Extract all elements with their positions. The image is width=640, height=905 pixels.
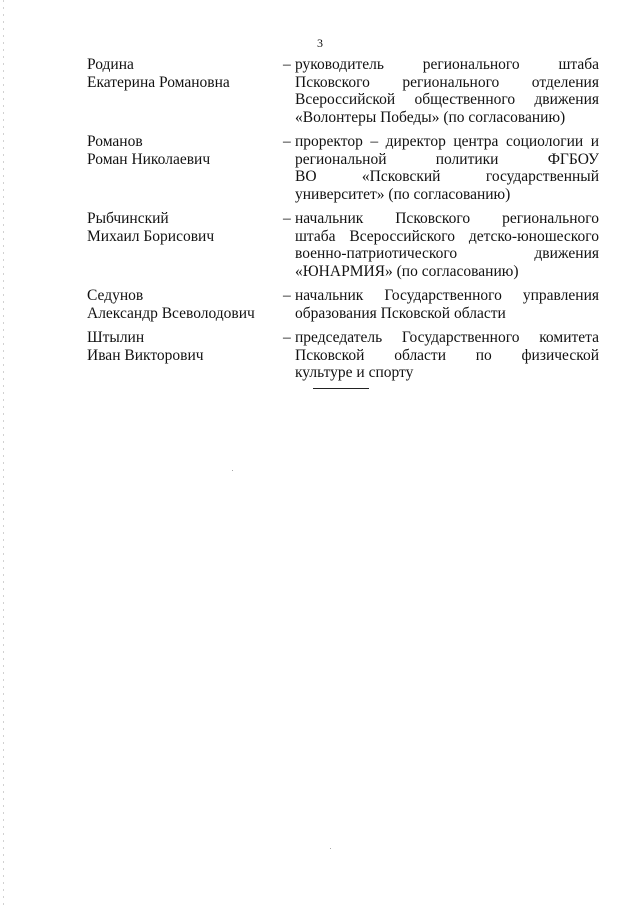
member-role (295, 329, 599, 382)
role-line: региональной политики ФГБОУ (295, 150, 599, 168)
dash-separator: – (283, 133, 291, 150)
member-role (295, 133, 599, 203)
role-line: штаба Всероссийского детско-юношеского (295, 227, 599, 245)
member-role (295, 287, 599, 322)
scan-edge-marks (3, 0, 4, 905)
role-line: военно-патриотического движения (295, 245, 599, 262)
member-name (87, 133, 283, 203)
role-line: Псковского регионального отделения (295, 73, 599, 91)
member-entry (87, 56, 599, 126)
dash-separator: – (283, 210, 291, 227)
role-line: «ЮНАРМИЯ» (по согласованию) (295, 262, 519, 280)
member-surname: Рыбчинский (87, 210, 169, 227)
role-line: начальник Государственного управления (295, 287, 599, 304)
role-line: Всероссийской общественного движения (295, 91, 599, 108)
role-line: культуре и спорту (295, 364, 414, 381)
member-role (295, 56, 599, 126)
member-entry (87, 133, 599, 203)
member-given-names: Михаил Борисович (87, 227, 215, 245)
member-entry (87, 210, 599, 280)
member-given-names: Екатерина Романовна (87, 73, 230, 91)
role-line: «Волонтеры Победы» (по согласованию) (295, 108, 566, 126)
member-surname: Родина (87, 56, 134, 73)
member-surname: Романов (87, 133, 143, 150)
member-list (87, 56, 599, 389)
dash-separator: – (283, 287, 291, 304)
member-name (87, 329, 283, 382)
member-given-names: Иван Викторович (87, 346, 204, 364)
role-line: образования Псковской области (295, 304, 506, 322)
member-given-names: Александр Всеволодович (87, 304, 255, 322)
member-role (295, 210, 599, 280)
member-given-names: Роман Николаевич (87, 150, 211, 168)
page-number: 3 (317, 36, 323, 50)
role-line: начальник Псковского регионального (295, 210, 599, 227)
role-line: руководитель регионального штаба (295, 56, 599, 73)
member-entry (87, 287, 599, 322)
member-entry (87, 329, 599, 382)
role-line: университет» (по согласованию) (295, 185, 511, 203)
dash-separator: – (283, 329, 291, 346)
scan-speck (330, 848, 331, 849)
role-line: проректор – директор центра социологии и (295, 133, 599, 150)
role-line: председатель Государственного комитета (295, 329, 599, 346)
dash-separator: – (283, 56, 291, 73)
member-name (87, 287, 283, 322)
role-line: Псковской области по физической (295, 346, 599, 364)
end-separator-line (313, 388, 369, 389)
member-name (87, 210, 283, 280)
member-name (87, 56, 283, 126)
scan-speck (232, 470, 233, 471)
role-line: ВО «Псковский государственный (295, 168, 599, 185)
member-surname: Штылин (87, 329, 145, 346)
member-surname: Седунов (87, 287, 144, 304)
